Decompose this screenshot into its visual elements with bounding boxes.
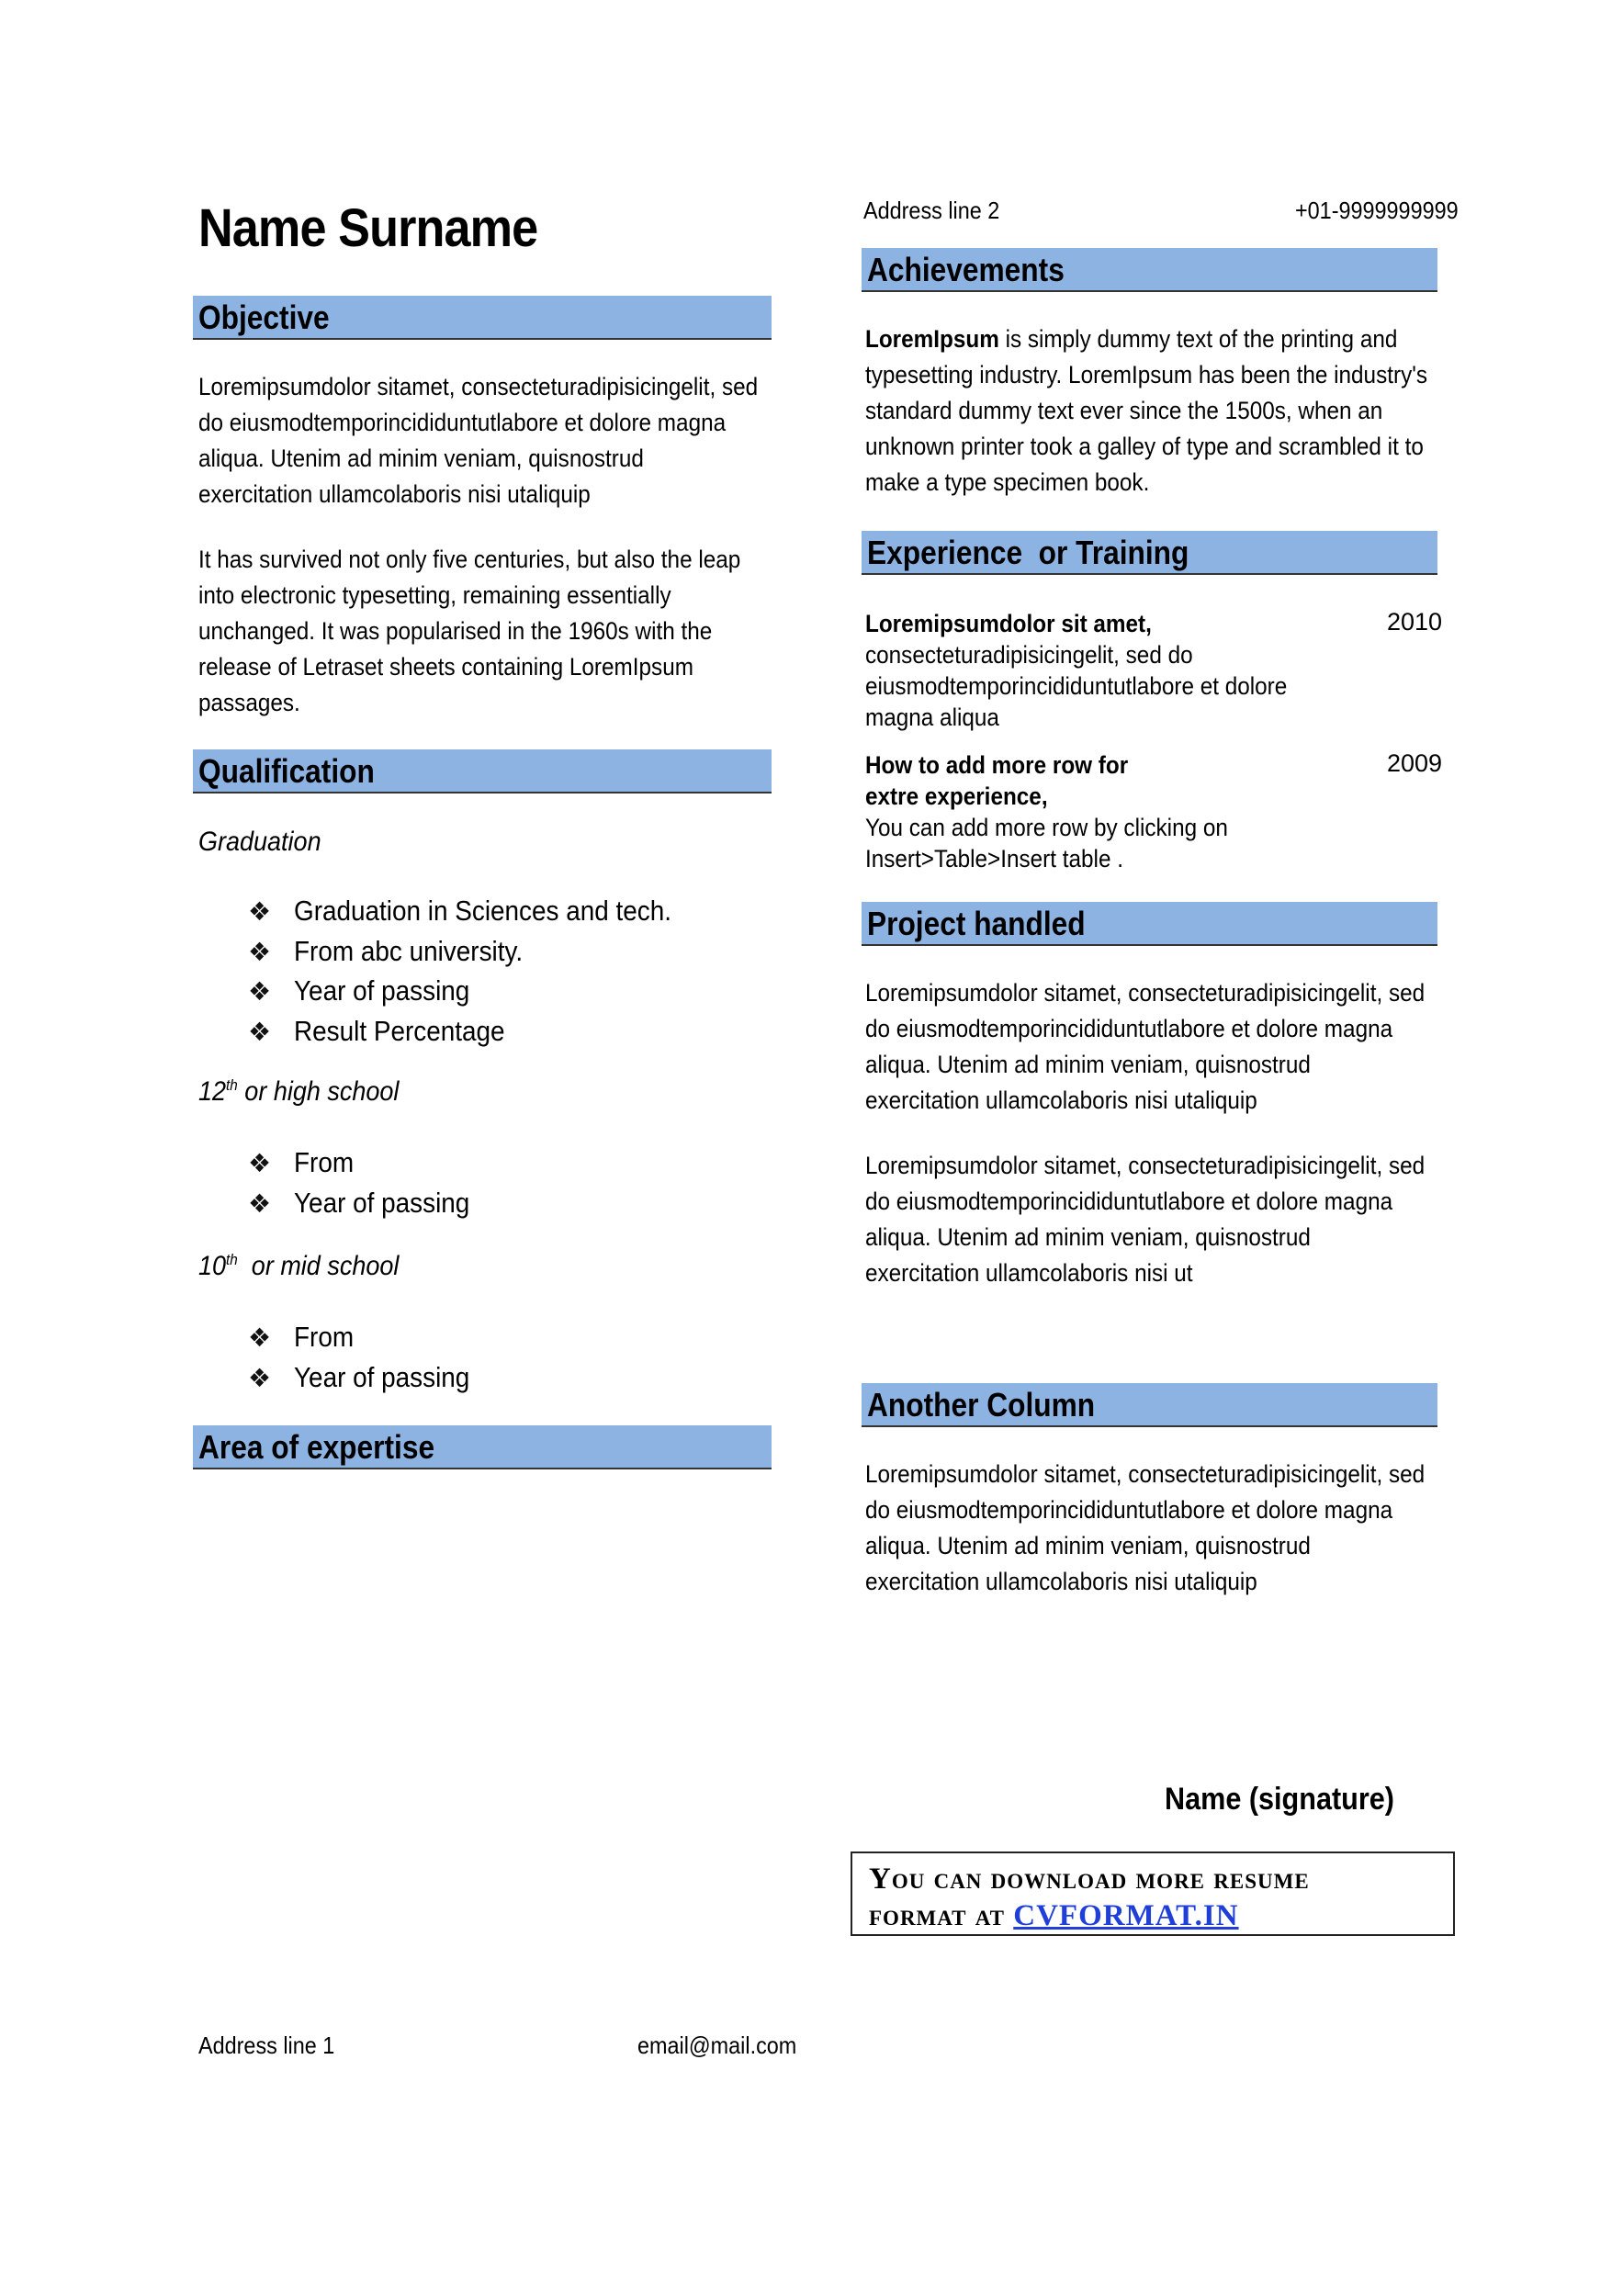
objective-paragraph-1: Loremipsumdolor sitamet, consecteturadipisicingelit, sed do eiusmodtemporincididuntutlabore et dolore magna aliqua. Utenim ad minim veniam, quisnostrud exercitation ullamcolaboris nisi utaliquip — [198, 373, 759, 508]
list-item: ❖ Year of passing — [248, 1357, 490, 1398]
experience-year: 2009 — [1387, 749, 1443, 777]
qualification-header: Qualification — [193, 749, 772, 793]
list-item: ❖ From — [248, 1142, 490, 1183]
projects-paragraph-1: Loremipsumdolor sitamet, consecteturadipisicingelit, sed do eiusmodtemporincididuntutlabore et dolore magna aliqua. Utenim ad minim veniam, quisnostrud exercitation ullamcolaboris nisi utaliquip — [865, 979, 1426, 1114]
address-line-1: Address line 1 — [198, 2032, 335, 2059]
experience-header: Experience or Training — [862, 531, 1437, 575]
twelfth-label: 12th or high school — [198, 1076, 400, 1107]
diamond-bullet-icon: ❖ — [248, 1149, 272, 1177]
promo-box — [851, 1851, 1455, 1936]
list-item: ❖ Year of passing — [248, 1183, 490, 1223]
another-column-paragraph: Loremipsumdolor sitamet, consecteturadipisicingelit, sed do eiusmodtemporincididuntutlabore et dolore magna aliqua. Utenim ad minim veniam, quisnostrud exercitation ullamcolaboris nisi utaliquip — [865, 1460, 1426, 1595]
experience-entry: Loremipsumdolor sit amet, consecteturadipisicingelit, sed do eiusmodtemporincididuntutlabore et dolore magna aliqua — [865, 610, 1288, 731]
tenth-list — [248, 1317, 490, 1397]
achievements-paragraph: LoremIpsum is simply dummy text of the printing and typesetting industry. LoremIpsum has been the industry's standard dummy text ever since the 1500s, when an unknown printer took a galley of type and scrambled it to make a type specimen book. — [865, 325, 1428, 496]
objective-paragraph-2: It has survived not only five centuries, but also the leap into electronic typesetting, remaining essentially unchanged. It was popularised in the 1960s with the release of Letraset sheets containing LoremIpsum passages. — [198, 546, 741, 716]
diamond-bullet-icon: ❖ — [248, 1188, 272, 1218]
experience-entry: How to add more row for extre experience, You can add more row by clicking on Insert>Table>Insert table . — [865, 751, 1228, 872]
objective-header: Objective — [193, 296, 772, 340]
graduation-list — [248, 891, 714, 1051]
email: email@mail.com — [637, 2032, 797, 2059]
list-item: ❖ Result Percentage — [248, 1011, 714, 1052]
experience-year: 2010 — [1387, 608, 1443, 636]
another-column-header: Another Column — [862, 1383, 1437, 1427]
promo-line-2: format at CVFORMAT.IN — [869, 1899, 1239, 1932]
diamond-bullet-icon: ❖ — [248, 897, 272, 926]
list-item: ❖ From — [248, 1317, 490, 1357]
diamond-bullet-icon: ❖ — [248, 1363, 272, 1392]
resume-name: Name Surname — [198, 198, 538, 258]
projects-header: Project handled — [862, 902, 1437, 946]
diamond-bullet-icon: ❖ — [248, 977, 272, 1006]
achievements-header: Achievements — [862, 248, 1437, 292]
projects-paragraph-2: Loremipsumdolor sitamet, consecteturadipisicingelit, sed do eiusmodtemporincididuntutlabore et dolore magna aliqua. Utenim ad minim veniam, quisnostrud exercitation ullamcolaboris nisi ut — [865, 1152, 1426, 1287]
graduation-label: Graduation — [198, 827, 321, 857]
phone-number: +01-9999999999 — [1295, 197, 1459, 224]
cvformat-link[interactable]: CVFORMAT.IN — [1013, 1899, 1239, 1932]
signature: Name (signature) — [1165, 1782, 1394, 1817]
diamond-bullet-icon: ❖ — [248, 937, 272, 966]
address-line-2: Address line 2 — [863, 197, 1000, 224]
twelfth-list — [248, 1142, 490, 1222]
list-item: ❖ Graduation in Sciences and tech. — [248, 891, 714, 931]
promo-line-1: You can download more resume — [869, 1863, 1310, 1896]
diamond-bullet-icon: ❖ — [248, 1017, 272, 1046]
list-item: ❖ From abc university. — [248, 931, 714, 972]
diamond-bullet-icon: ❖ — [248, 1323, 272, 1352]
tenth-label: 10th or mid school — [198, 1251, 400, 1281]
list-item: ❖ Year of passing — [248, 971, 714, 1011]
expertise-header: Area of expertise — [193, 1425, 772, 1469]
